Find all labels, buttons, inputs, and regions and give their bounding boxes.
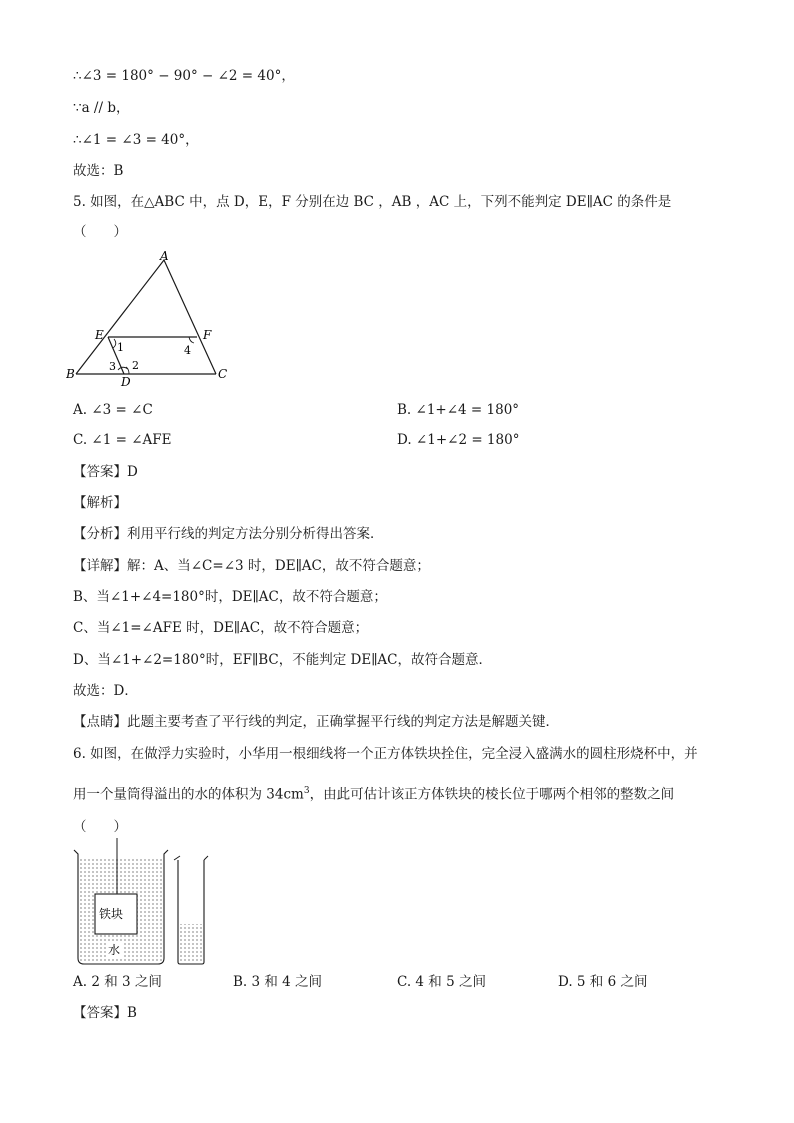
q6-text-pre: 用一个量筒得溢出的水的体积为 34cm [73,786,304,803]
analysis-heading: 【解析】 [73,495,127,511]
vertex-label-a: A [160,249,169,263]
detail-b: B、当∠1+∠4=180°时，DE∥AC，故不符合题意； [73,589,387,605]
question-5: 5. 如图，在△ABC 中，点 D，E，F 分别在边 BC ，AB ，AC 上，下列不能判定 DE∥AC 的条件是 [73,194,672,210]
option-b: B. ∠1+∠4 = 180° [397,402,520,418]
answer-6-label: 【答案】B [73,1005,137,1021]
angle-label-1: 1 [117,341,124,354]
water-label: 水 [108,943,121,957]
iron-block-label: 铁块 [99,907,124,921]
angle-label-4: 4 [184,344,191,357]
vertex-label-f: F [203,328,212,342]
text-line: ∴∠3 = 180° − 90° − ∠2 = 40°， [73,68,295,84]
answer-label: 【答案】D [73,464,138,480]
triangle-figure [66,248,238,390]
option-a: A. ∠3 = ∠C [73,402,153,418]
vertex-label-b: B [66,367,75,381]
question-6-line1: 6. 如图，在做浮力实验时，小华用一根细线将一个正方体铁块拴住，完全浸入盛满水的圆柱形烧杯中，并 [73,746,698,762]
vertex-label-d: D [121,375,131,389]
key-point: 【点睛】此题主要考查了平行线的判定，正确掌握平行线的判定方法是解题关键． [73,714,559,730]
question-6-line2 [73,781,674,805]
q6-superscript: 3 [303,786,310,796]
q6-text-post: ，由此可估计该正方体铁块的棱长位于哪两个相邻的整数之间 [309,786,675,803]
detail-a: 【详解】解：A、当∠C=∠3 时，DE∥AC，故不符合题意； [73,558,430,574]
vertex-label-c: C [218,367,228,381]
q6-option-b: B. 3 和 4 之间 [233,974,323,990]
q6-option-c: C. 4 和 5 之间 [397,974,486,990]
q6-option-a: A. 2 和 3 之间 [73,974,162,990]
detail-d: D、当∠1+∠2=180°时，EF∥BC，不能判定 DE∥AC，故符合题意． [73,652,493,668]
text-line: ∵a // b， [73,100,130,116]
question-5-paren: （ ） [73,224,127,240]
vertex-label-e: E [95,328,104,342]
angle-label-2: 2 [132,359,139,372]
text-line: ∴∠1 = ∠3 = 40°， [73,132,199,148]
detail-c: C、当∠1=∠AFE 时，DE∥AC，故不符合题意； [73,620,369,636]
analysis-text: 【分析】利用平行线的判定方法分别分析得出答案． [73,526,384,542]
q6-option-d: D. 5 和 6 之间 [558,974,648,990]
beaker-figure [68,838,218,972]
selection: 故选：D． [73,683,138,699]
text-line: 故选：B [73,163,124,179]
option-c: C. ∠1 = ∠AFE [73,432,172,448]
option-d: D. ∠1+∠2 = 180° [397,432,520,448]
question-6-paren: （ ） [73,819,127,835]
angle-label-3: 3 [109,360,116,373]
